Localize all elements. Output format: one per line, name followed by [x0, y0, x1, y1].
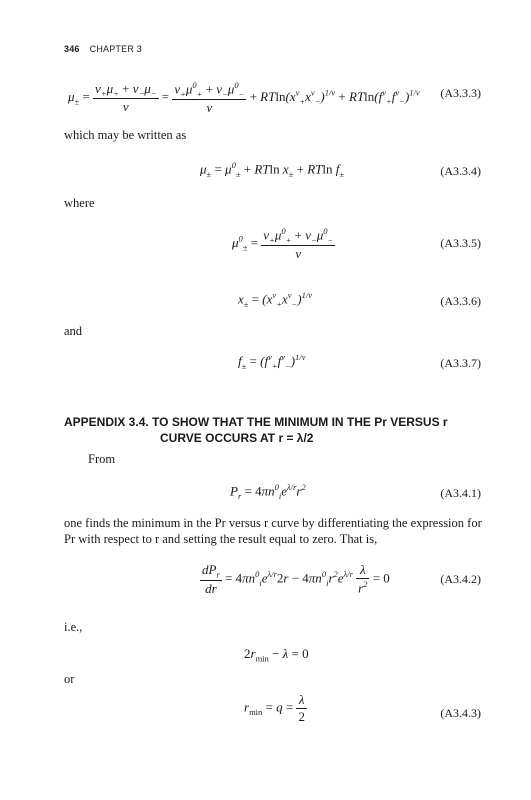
text-para-line2: Pr with respect to r and setting the result equal to zero. That is,: [64, 532, 378, 546]
text-and: and: [64, 324, 83, 338]
text-where: where: [64, 196, 95, 210]
equation-number: (A3.3.4): [440, 164, 481, 178]
equation-a3-3-5: $\mu^0_\pm$ = $\frac{\nu_+\mu^0_+ + \nu_-\mu^0_-}{\nu}$: [232, 226, 334, 261]
appendix-heading-line1: APPENDIX 3.4. TO SHOW THAT THE MINIMUM IN THE Pr VERSUS r: [64, 415, 448, 429]
equation-number: (A3.3.7): [440, 356, 481, 370]
equation-intermediate: $2r_{min} - \lambda = 0$: [244, 646, 309, 664]
appendix-heading-line2: CURVE OCCURS AT r = λ/2: [160, 431, 314, 445]
equation-a3-3-3: $\mu_\pm$ = $\frac{\nu_+\mu_+ + \nu_-\mu_-}{\nu}$ = $\frac{\nu_+\mu^0_+ + \nu_-\mu^0_-}{\nu}$ + $RTln(x^\nu_+x^\nu_-)^{1/\nu} + RTln(f^\nu_+f^\nu_-)^{1/\nu}$: [68, 80, 420, 115]
equation-number: (A3.4.1): [440, 486, 481, 500]
equation-a3-4-2: $\frac{dP_r}{dr}$ = $4\pi n^0_ie^{\lambda/r}2r - 4\pi n^0_ir^2e^{\lambda/r}$ $\frac{\lambda}{r^2}$ = 0: [202, 562, 390, 596]
text-which-written: which may be written as: [64, 128, 187, 142]
equation-number: (A3.4.3): [440, 706, 481, 720]
text-para-line1: one finds the minimum in the Pr versus r curve by differentiating the expression for: [64, 516, 482, 530]
page-number: 346: [64, 44, 80, 54]
equation-a3-3-6: $x_\pm = (x^\nu_+x^\nu_-)^{1/\nu}$: [238, 290, 312, 309]
running-header: [64, 44, 142, 54]
equation-a3-4-1: $P_r = 4\pi n^0_ie^{\lambda/r}r^2$: [230, 482, 306, 501]
equation-a3-3-7: $f_\pm = (f^\nu_+f^\nu_-)^{1/\nu}$: [238, 352, 306, 371]
text-or: or: [64, 672, 75, 686]
text-from: From: [88, 452, 116, 466]
equation-a3-3-4: $\mu_\pm = \mu^0_\pm + RTln$ $x_\pm + RTln$ $f_\pm$: [200, 160, 345, 179]
equation-number: (A3.4.2): [440, 572, 481, 586]
equation-a3-4-3: $r_{min} = q$ = $\frac{\lambda}{2}$: [244, 692, 305, 724]
chapter-label: CHAPTER 3: [89, 44, 142, 54]
text-ie: i.e.,: [64, 620, 83, 634]
equation-number: (A3.3.6): [440, 294, 481, 308]
equation-number: (A3.3.3): [440, 86, 481, 100]
equation-number: (A3.3.5): [440, 236, 481, 250]
appendix-heading: [64, 415, 448, 445]
